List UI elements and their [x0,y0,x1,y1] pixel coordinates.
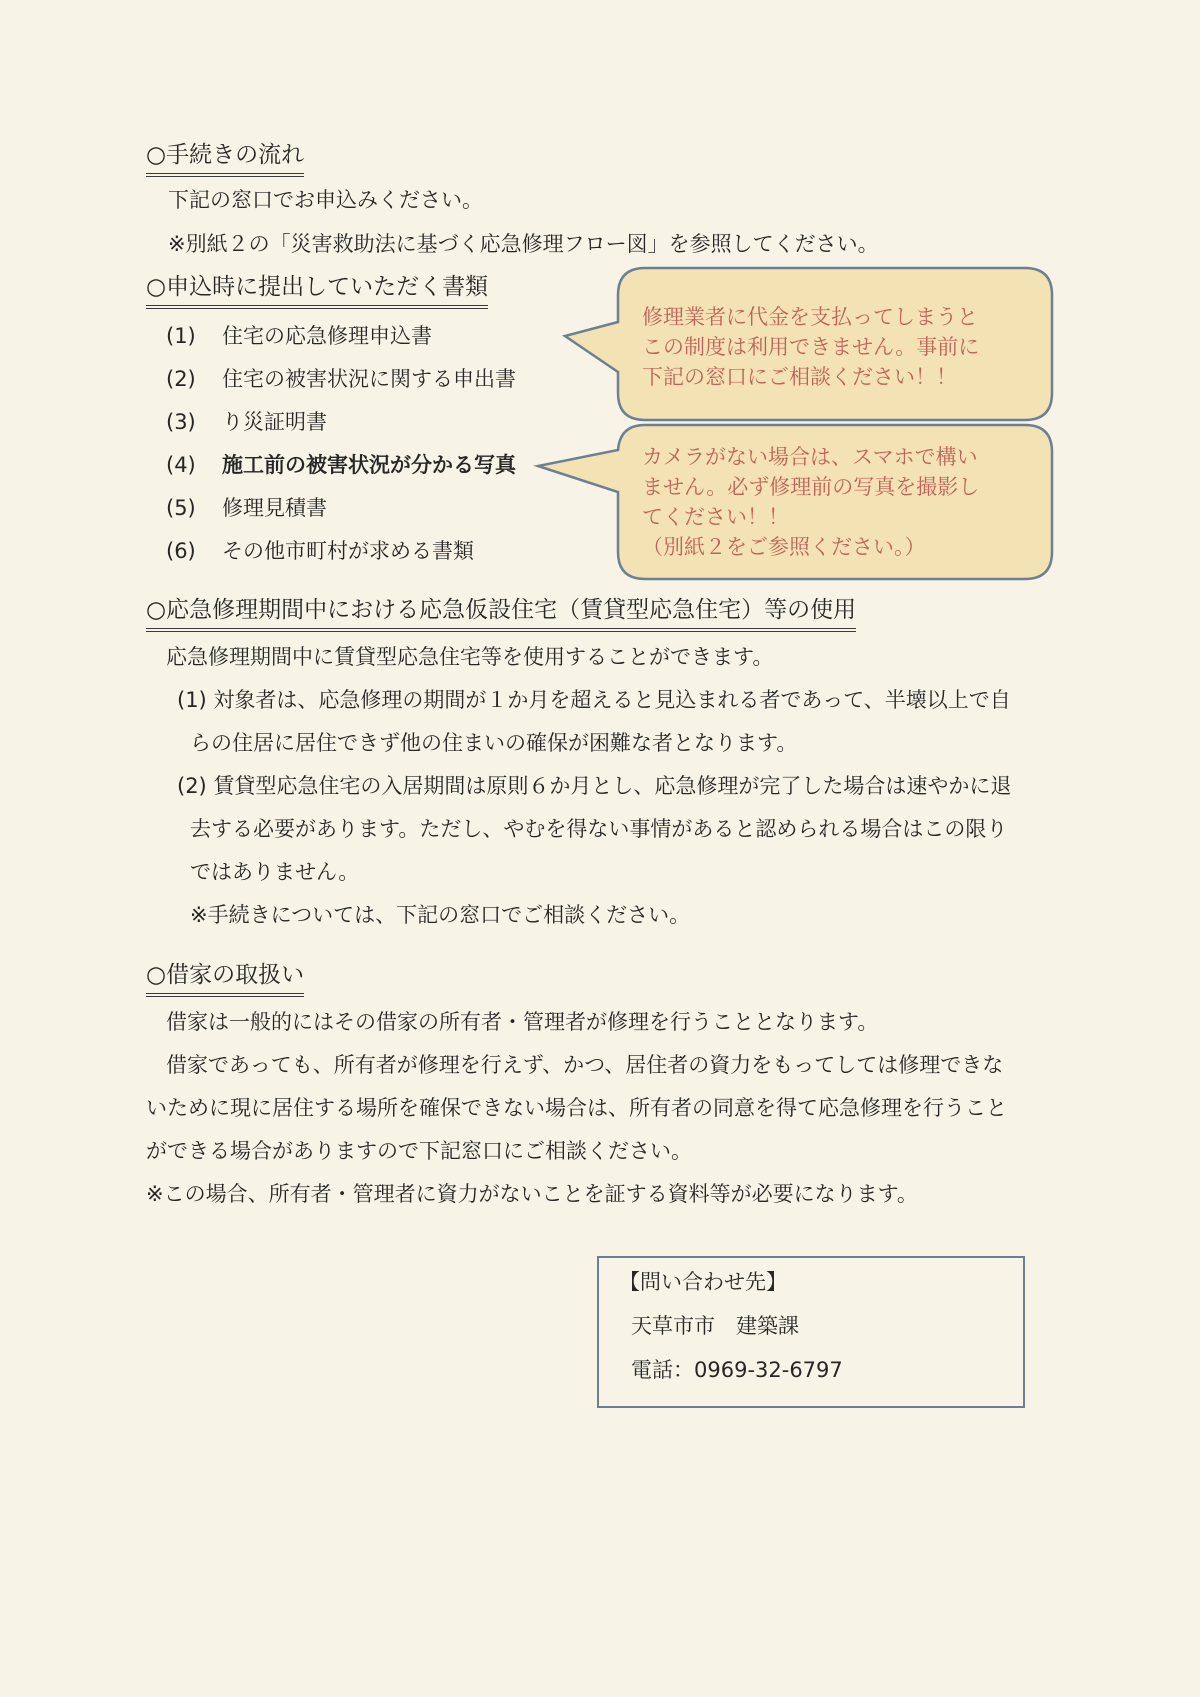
callout2-line-1: カメラがない場合は、スマホで構い [642,445,978,469]
list-item-number: (3) [166,410,196,434]
rental-line-5: ※この場合、所有者・管理者に資力がないことを証する資料等が必要になります。 [146,1182,918,1206]
callout2-line-3: てください！！ [642,505,789,529]
procedure-line-2: ※別紙２の「災害救助法に基づく応急修理フロー図」を参照してください。 [168,232,879,256]
list-item-number: (1) [166,324,196,348]
list-item-number: (6) [166,539,196,563]
temp-housing-item2-line3: ではありません。 [190,860,360,884]
temp-housing-note: ※手続きについては、下記の窓口でご相談ください。 [190,903,691,927]
procedure-line-1: 下記の窓口でお申込みください。 [168,188,483,212]
callout-bubbles [0,0,1200,620]
callout1-line-1: 修理業者に代金を支払ってしまうと [642,305,978,329]
callout2-line-4: （別紙２をご参照ください。） [642,535,926,559]
callout1-line-2: この制度は利用できません。事前に [642,335,980,359]
temp-housing-item2-line1: (2) 賃貸型応急住宅の入居期間は原則６か月とし、応急修理が完了した場合は速やかに退 [177,774,1012,798]
rental-line-4: ができる場合がありますので下記窓口にご相談ください。 [146,1139,692,1163]
contact-department: 天草市市 建築課 [631,1314,799,1338]
list-item-number: (5) [166,496,196,520]
rental-line-1: 借家は一般的にはその借家の所有者・管理者が修理を行うこととなります。 [166,1010,879,1034]
contact-box [597,1256,1025,1408]
list-item-label: 住宅の応急修理申込書 [222,324,432,348]
list-item-label: 住宅の被害状況に関する申出書 [222,367,516,391]
callout1-line-3: 下記の窓口にご相談ください！！ [642,365,957,389]
temp-housing-intro: 応急修理期間中に賃貸型応急住宅等を使用することができます。 [166,645,774,669]
rental-line-2: 借家であっても、所有者が修理を行えず、かつ、居住者の資力をもってしては修理できな [166,1053,1004,1077]
temp-housing-item2-line2: 去する必要があります。ただし、やむを得ない事情があると認められる場合はこの限り [190,817,1008,841]
heading-procedure: ○手続きの流れ [146,140,304,177]
list-item-label: その他市町村が求める書類 [222,539,474,563]
heading-temp-housing: ○応急修理期間中における応急仮設住宅（賃貸型応急住宅）等の使用 [146,595,856,632]
list-item-label: り災証明書 [222,410,327,434]
heading-documents: ○申込時に提出していただく書類 [146,272,488,309]
list-item-label: 修理見積書 [222,496,327,520]
temp-housing-item1-line2: らの住居に居住できず他の住まいの確保が困難な者となります。 [190,731,798,755]
list-item-number: (2) [166,367,196,391]
heading-rental: ○借家の取扱い [146,960,304,997]
temp-housing-item1-line1: (1) 対象者は、応急修理の期間が１か月を超えると見込まれる者であって、半壊以上で自 [177,688,1011,712]
contact-title: 【問い合わせ先】 [619,1270,787,1294]
list-item-label: 施工前の被害状況が分かる写真 [222,453,516,477]
contact-phone: 電話：0969-32-6797 [631,1358,843,1382]
list-item-number: (4) [166,453,196,477]
rental-line-3: いために現に居住する場所を確保できない場合は、所有者の同意を得て応急修理を行うこと [146,1096,1007,1120]
callout2-line-2: ません。必ず修理前の写真を撮影し [642,475,980,499]
